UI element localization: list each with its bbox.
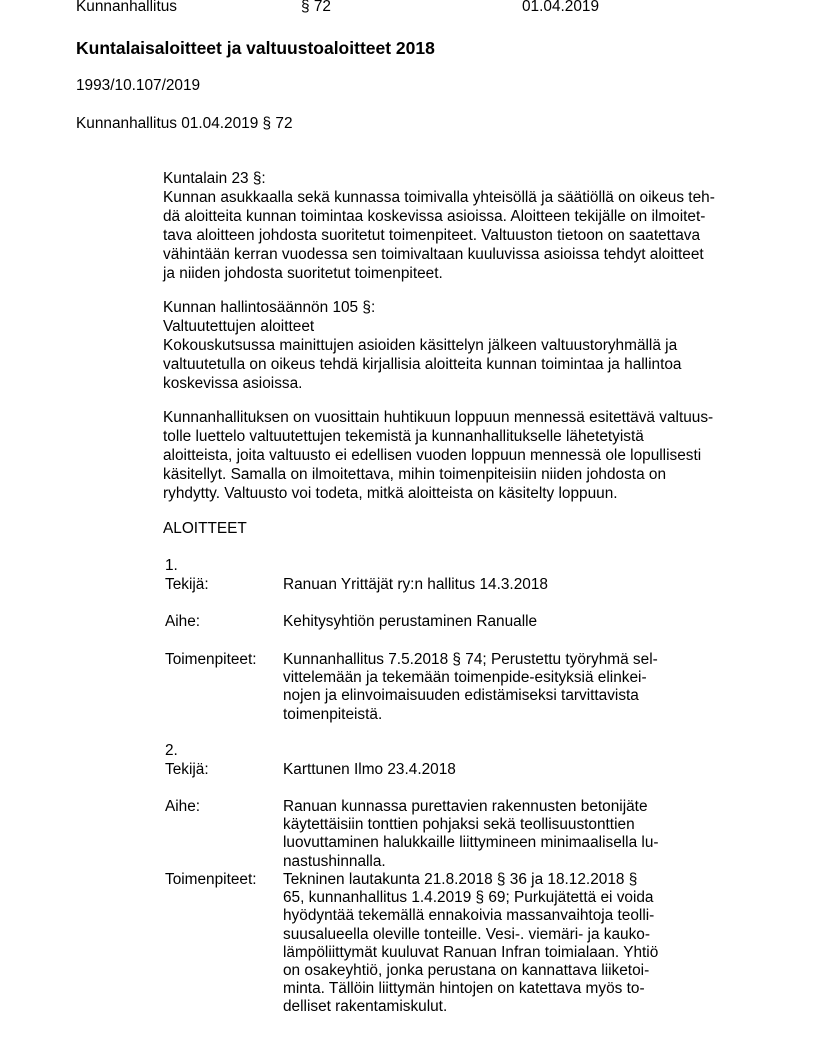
actions-line: suusalueella oleville tonteille. Vesi-. viemäri- ja kauko- — [283, 925, 650, 943]
paragraph-administrative-rules — [163, 298, 681, 393]
actions-line: delliset rakentamiskulut. — [283, 998, 448, 1016]
author-label: Tekijä: — [165, 576, 209, 593]
subject-line: Ranuan kunnassa purettavien rakennusten betonijäte — [283, 798, 648, 815]
initiative-author: Karttunen Ilmo 23.4.2018 — [283, 761, 456, 778]
subject-line: nastushinnalla. — [283, 852, 386, 870]
paragraph-line: Kunnanhallituksen on vuosittain huhtikuun loppuun mennessä esitettävä valtuus- — [163, 409, 714, 426]
case-number: 1993/10.107/2019 — [76, 77, 201, 94]
header-organ: Kunnanhallitus — [76, 0, 177, 15]
paragraph-line: Kuntalain 23 §: — [163, 170, 266, 187]
document-title: Kuntalaisaloitteet ja valtuustoaloitteet 2018 — [76, 38, 435, 58]
initiative-actions — [283, 871, 658, 1017]
actions-line: vittelemään ja tekemään toimenpide-esityksiä elinkei- — [283, 669, 647, 687]
header-section: § 72 — [301, 0, 331, 15]
actions-label: Toimenpiteet: — [165, 651, 257, 668]
subject-line: Kehitysyhtiön perustaminen Ranualle — [283, 613, 538, 630]
paragraph-line: aloitteista, joita valtuusto ei edellisen vuoden loppuun mennessä ole lopullisesti — [163, 447, 702, 464]
paragraph-line: ja niiden johdosta suoritetut toimenpiteet. — [163, 265, 443, 282]
meeting-reference: Kunnanhallitus 01.04.2019 § 72 — [76, 115, 293, 132]
paragraph-line: käsitellyt. Samalla on ilmoitettava, mihin toimenpiteisiin niiden johdosta on — [163, 466, 667, 483]
actions-line: Tekninen lautakunta 21.8.2018 § 36 ja 18.12.2018 § — [283, 871, 638, 888]
paragraph-line: Kunnan hallintosäännön 105 §: — [163, 299, 376, 316]
initiative-subject — [283, 613, 537, 631]
paragraph-board-obligation — [163, 408, 713, 503]
paragraph-municipal-act — [163, 169, 715, 283]
subject-label: Aihe: — [165, 798, 201, 815]
initiative-number: 1. — [165, 557, 178, 574]
actions-line: toimenpiteistä. — [283, 705, 383, 723]
actions-line: Kunnanhallitus 7.5.2018 § 74; Perustettu työryhmä sel- — [283, 651, 658, 668]
paragraph-line: ryhdytty. Valtuusto voi todeta, mitkä aloitteista on käsitelty loppuun. — [163, 485, 618, 502]
subject-line: luovuttaminen halukkaille liittymineen minimaalisella lu- — [283, 834, 659, 852]
header-date: 01.04.2019 — [522, 0, 600, 15]
paragraph-line: dä aloitteita kunnan toimintaa koskevissa asioissa. Aloitteen tekijälle on ilmoitet- — [163, 208, 706, 225]
actions-label: Toimenpiteet: — [165, 871, 257, 888]
paragraph-line: Kokouskutsussa mainittujen asioiden käsittelyn jälkeen valtuustoryhmällä ja — [163, 337, 678, 354]
actions-line: hyödyntää tekemällä ennakoivia massanvaihtoja teolli- — [283, 907, 655, 925]
section-heading: ALOITTEET — [163, 520, 247, 537]
paragraph-line: Kunnan asukkaalla sekä kunnassa toimivalla yhteisöllä ja säätiöllä on oikeus teh- — [163, 189, 715, 206]
author-label: Tekijä: — [165, 761, 209, 778]
paragraph-line: Valtuutettujen aloitteet — [163, 318, 315, 335]
paragraph-line: koskevissa asioissa. — [163, 375, 303, 392]
actions-line: on osakeyhtiö, jonka perustana on kannattava liiketoi- — [283, 962, 650, 980]
subject-line: käytettäisiin tonttien pohjaksi sekä teollisuustonttien — [283, 816, 635, 834]
actions-line: 65, kunnanhallitus 1.4.2019 § 69; Purkujätettä ei voida — [283, 889, 654, 907]
initiative-subject — [283, 798, 659, 871]
actions-line: lämpöliittymät kuuluvat Ranuan Infran toimialaan. Yhtiö — [283, 943, 659, 961]
actions-line: nojen ja elinvoimaisuuden edistämiseksi tarvittavista — [283, 687, 639, 705]
subject-label: Aihe: — [165, 613, 201, 630]
paragraph-line: tolle luettelo valtuutettujen tekemistä ja kunnanhallitukselle lähetetyistä — [163, 428, 644, 445]
initiative-number: 2. — [165, 742, 178, 759]
actions-line: minta. Tällöin liittymän hintojen on katettava myös to- — [283, 980, 645, 998]
initiative-actions — [283, 651, 658, 724]
paragraph-line: vähintään kerran vuodessa sen toimivaltaan kuuluvissa asioissa tehdyt aloitteet — [163, 246, 704, 263]
initiative-author: Ranuan Yrittäjät ry:n hallitus 14.3.2018 — [283, 576, 548, 593]
paragraph-line: valtuutetulla on oikeus tehdä kirjallisia aloitteita kunnan toimintaa ja hallintoa — [163, 356, 682, 373]
paragraph-line: tava aloitteen johdosta suoritetut toimenpiteet. Valtuuston tietoon on saatettava — [163, 227, 701, 244]
